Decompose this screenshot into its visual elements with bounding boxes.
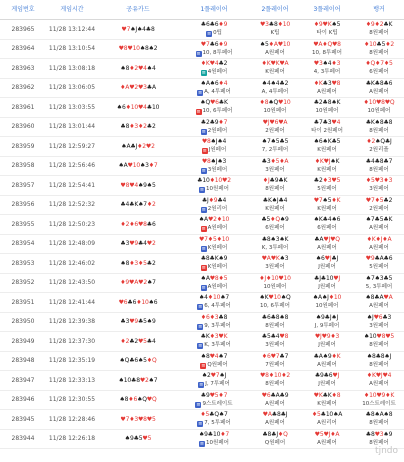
community-cards: ♦A ♥2 ♥3 ♣A xyxy=(120,84,156,92)
game-number: 283959 xyxy=(11,142,35,150)
hand-result: 8원페어 xyxy=(369,342,389,349)
table-row xyxy=(0,137,404,157)
hand-result: 2원페어 xyxy=(369,205,389,212)
player-2-hand: ♦J♣9♣K 8원페어 xyxy=(262,177,288,193)
banker-hand: ♠7♠3♣5 5, 3투페어 xyxy=(365,274,393,290)
player-2-hand: ♦J♦10♥10 10원페어 xyxy=(259,274,291,290)
banker-hand: ♠8♣8♠J 8원페어 xyxy=(366,352,392,368)
player-1-hand: ♣2♣9♦7 ≡ 2원페어 xyxy=(200,118,228,135)
player-1-hand: ♥7♣6♦9 ≡ 10, 8투페어 xyxy=(196,40,233,57)
community-cards: ♠8 ♦2 ♥4 ♠4 xyxy=(120,64,156,72)
table-row xyxy=(0,274,404,294)
banker-hand: ♦5♥3♦3 3원페어 xyxy=(365,177,393,193)
game-time: 11/28 12:50:23 xyxy=(48,220,96,228)
hand-result: 10원페어 xyxy=(206,439,229,446)
banker-hand: ♦10♥8♥Q 10원페어 xyxy=(363,99,395,115)
player-1-hand: ♦5♣Q♠7 ≡ 7, 5투페어 xyxy=(198,411,231,428)
player-2-hand: ♥J♥6♥A 2원페어 xyxy=(262,118,288,134)
game-number: 283961 xyxy=(11,103,35,111)
hand-result: 10원페어 xyxy=(367,108,391,115)
player-3-hand: ♦K♥J♠K K원페어 xyxy=(314,157,340,173)
game-number: 283951 xyxy=(11,298,35,306)
player-3-hand: ♣J♣10♥J J원페어 xyxy=(314,274,340,290)
community-cards: ♠10 ♣8 ♥2 ♠7 xyxy=(118,376,158,384)
watermark: tjndo xyxy=(375,446,398,456)
game-number: 283944 xyxy=(11,435,35,443)
game-time: 11/28 12:28:46 xyxy=(48,415,96,423)
hand-result: K원페어 xyxy=(265,205,285,212)
hand-result: 10, 8투페어 xyxy=(312,49,342,56)
hand-result: 10원페어 xyxy=(263,108,287,115)
result-badge-icon: ≡ xyxy=(196,401,201,408)
player-1-hand: ♣9♥5♦7 ≡ 9스트레이트 xyxy=(196,391,233,408)
hand-result: A원페어 xyxy=(265,420,285,427)
hand-result: 7원페어 xyxy=(265,361,285,368)
hand-result: 2원리플 xyxy=(369,147,389,154)
hand-result: K팁 xyxy=(270,30,280,37)
banker-hand: ♦K♦J♦A A원페어 xyxy=(366,235,392,251)
game-number: 283945 xyxy=(11,415,35,423)
player-2-hand: ♥6♣A♣9 A원페어 xyxy=(261,391,289,407)
game-number: 283964 xyxy=(11,45,35,53)
result-badge-icon: ≡ xyxy=(201,206,206,213)
player-1-hand: ♦6♦3♣8 ≡ 9, 3투페어 xyxy=(198,313,231,330)
game-time: 11/28 13:06:05 xyxy=(48,84,96,92)
table-row xyxy=(0,254,404,274)
community-cards: ♦2 ♣2 ♥5 ♣4 xyxy=(120,337,156,345)
game-number: 283960 xyxy=(11,123,35,131)
banker-hand: ♠J♥6♣3 3원페어 xyxy=(366,313,392,329)
player-3-hand: ♥5♥J♦A A원페어 xyxy=(314,430,340,446)
table-row xyxy=(0,352,404,372)
banker-hand: ♥7♦5♣2 2원페어 xyxy=(365,196,393,212)
community-cards: ♠Q ♣6 ♠5 ♦Q xyxy=(119,357,157,365)
community-cards: ♠6 ♦10 ♥4 ♣10 xyxy=(116,103,160,111)
player-1-hand: ♣J♦9♣4 ≡ 2원리어 xyxy=(201,196,228,213)
player-2-hand: ♠K♥10♠Q 10, 6투페어 xyxy=(259,294,291,310)
table-row xyxy=(0,293,404,313)
community-cards: ♠A ♥10 ♠3 ♦7 xyxy=(118,162,158,170)
game-time: 11/28 13:03:55 xyxy=(48,103,96,111)
player-1-hand: ♣K♦3♥K ≡ K, 3투페어 xyxy=(198,333,231,350)
hand-result: A원페어 xyxy=(317,361,337,368)
hand-result: 6원페어 xyxy=(369,69,389,76)
hand-result: 타이 K팁 xyxy=(316,30,338,37)
banker-hand: ♦2♠Q♣J 2원리플 xyxy=(366,138,392,154)
player-2-hand: ♣6♣8♠8 8원페어 xyxy=(261,313,289,329)
hand-result: 3원페어 xyxy=(265,166,285,173)
hand-result: A원페어 xyxy=(369,244,389,251)
hand-result: A원리어 xyxy=(317,420,337,427)
header-game-time: 게임시간 xyxy=(60,6,84,13)
player-2-hand: ♦K♥K♥A K원페어 xyxy=(261,60,289,76)
player-3-hand: ♠K♣4♠6 6원페어 xyxy=(313,216,341,232)
table-row xyxy=(0,59,404,79)
game-time: 11/28 12:26:18 xyxy=(48,435,96,443)
hand-result: J원페어 xyxy=(318,264,336,271)
game-number: 283952 xyxy=(11,279,35,287)
game-time: 11/28 13:01:44 xyxy=(48,123,96,131)
header-player-1: 1플레이어 xyxy=(200,6,228,13)
hand-result: 8원페어 xyxy=(265,322,285,329)
player-1-hand: ♥8♠J♠4 ≡ J원페어 xyxy=(201,138,227,155)
player-3-hand: ♣9♣6♥J J원페어 xyxy=(314,372,340,388)
community-cards: ♥6 ♣6 ♦10 ♠6 xyxy=(118,298,158,306)
player-1-hand: ♥7♦5♦10 ≡ K원페어 xyxy=(198,235,229,252)
player-1-hand: ♠A♥8♦5 ≡ A원페어 xyxy=(200,274,228,291)
game-number: 283963 xyxy=(11,64,35,72)
result-badge-icon: ≡ xyxy=(198,343,203,350)
hand-result: J원페어 xyxy=(318,342,336,349)
banker-hand: ♦9♦2♣K 8원페어 xyxy=(365,21,393,37)
banker-hand: ♣4♣8♣7 8원페어 xyxy=(365,157,393,173)
game-number: 283962 xyxy=(11,84,35,92)
banker-hand: ♣K♣8♣6 A원페어 xyxy=(365,79,393,95)
banker-hand: ♠8♣A♥A A원페어 xyxy=(365,294,393,310)
player-2-hand: ♥8♦10♦2 8원페어 xyxy=(259,372,290,388)
table-row xyxy=(0,20,404,40)
header-player-2: 2플레이어 xyxy=(261,6,289,13)
table-row xyxy=(0,176,404,196)
game-time: 11/28 12:56:46 xyxy=(48,162,96,170)
player-2-hand: ♠5♦A♥10 A원페어 xyxy=(259,40,291,56)
banker-hand: ♦K♥J♥4 A원페어 xyxy=(366,372,392,388)
player-1-hand: ♠A♠6♦4 ≡ A, 4투페어 xyxy=(198,79,231,96)
result-badge-icon: ≡ xyxy=(196,109,201,116)
hand-result: J, 9투페어 xyxy=(314,322,340,329)
player-3-hand: ♥A♦Q♥8 10, 8투페어 xyxy=(312,40,342,56)
hand-result: 8원페어 xyxy=(369,420,389,427)
community-cards: ♦9 ♥A ♥2 ♠7 xyxy=(120,279,156,287)
banker-hand: ♦10♥9♦K 10스트레이트 xyxy=(362,391,396,407)
game-time: 11/28 12:43:50 xyxy=(48,279,96,287)
hand-result: 8원페어 xyxy=(369,166,389,173)
community-cards: ♥7 ♠J ♠4 ♣8 xyxy=(121,25,155,33)
banker-hand: ♣K♠8♣8 8원페어 xyxy=(365,118,393,134)
game-time: 11/28 13:12:44 xyxy=(48,25,96,33)
game-number: 283958 xyxy=(11,162,35,170)
community-cards: ♥8 ♥4 ♠9 ♠5 xyxy=(120,181,156,189)
result-badge-icon: ≡ xyxy=(206,31,212,38)
result-badge-icon: ≡ xyxy=(201,362,206,369)
table-row xyxy=(0,313,404,333)
hand-result: 3원페어 xyxy=(369,322,389,329)
result-badge-icon: ≡ xyxy=(201,226,206,233)
player-3-hand: ♦9♥K♠5 타이 K팁 xyxy=(313,21,341,37)
banker-hand: ♣8♥3♠9 8원페어 xyxy=(365,430,393,446)
banker-hand: ♦10♣5♦2 8원페어 xyxy=(363,40,394,56)
player-2-hand: ♥3♣8♦10 K팁 xyxy=(259,21,290,37)
hand-result: A원페어 xyxy=(207,225,228,232)
hand-result: 10원페어 xyxy=(315,303,339,310)
player-3-hand: ♦5♣10♠A A원리어 xyxy=(311,411,343,427)
community-cards: ♠A ♣J ♦2 ♥2 xyxy=(121,142,155,150)
player-2-hand: ♣5♦Q♠9 6원페어 xyxy=(261,216,289,232)
community-cards: ♠8 ♦3 ♦5 ♣2 xyxy=(120,259,156,267)
hand-result: A원페어 xyxy=(265,400,285,407)
player-2-hand: ♠4♠4♣2 A, 4투페어 xyxy=(261,79,289,95)
game-time: 11/28 12:54:41 xyxy=(48,181,96,189)
community-cards: ♣4 ♣K ♠7 ♦2 xyxy=(120,201,156,209)
community-cards: ♥8 ♥10 ♠8 ♠2 xyxy=(118,45,158,53)
banker-hand: ♠10♥8♥5 8원페어 xyxy=(363,333,394,349)
player-3-hand: ♥7♠5♦K K원페어 xyxy=(313,196,341,212)
result-badge-icon: ≡ xyxy=(201,167,206,174)
hand-result: K원페어 xyxy=(207,264,228,271)
hand-result: 10스트레이트 xyxy=(362,400,396,407)
hand-result: 10, 8투페어 xyxy=(202,49,233,56)
player-3-hand: ♠6♥J♣J J원페어 xyxy=(315,255,339,271)
header-game-number: 게임번호 xyxy=(11,6,35,13)
game-time: 11/28 12:33:13 xyxy=(48,376,96,384)
hand-result: 8원페어 xyxy=(369,361,389,368)
player-2-hand: ♣8♣J♦Q Q원페어 xyxy=(262,430,288,446)
player-3-hand: ♠9♣J♠J J, 9투페어 xyxy=(314,313,340,329)
hand-result: K, 3투페어 xyxy=(261,244,289,251)
result-badge-icon: ≡ xyxy=(196,50,201,57)
hand-result: 8원페어 xyxy=(369,30,389,37)
result-badge-icon: ≡ xyxy=(198,421,203,428)
player-2-hand: ♣3♦5♦A 3원페어 xyxy=(261,157,289,173)
game-number: 283956 xyxy=(11,201,35,209)
hand-result: K원페어 xyxy=(317,166,337,173)
table-row xyxy=(0,79,404,99)
banker-hand: ♦Q♦7♦5 6원페어 xyxy=(365,60,393,76)
player-3-hand: ♣7♣3♥4 타이 2원페어 xyxy=(311,118,343,134)
player-1-hand: ♠8♥4♠7 ≡ Q원페어 xyxy=(200,352,228,369)
player-2-hand: ♦8♠Q♥10 10원페어 xyxy=(259,99,291,115)
table-header xyxy=(0,0,404,20)
hand-result: A원페어 xyxy=(317,439,337,446)
player-1-hand: ♠4♦10♠7 ≡ 6, 4투페어 xyxy=(198,294,231,311)
hand-result: 3원페어 xyxy=(207,166,228,173)
hand-result: 9스트레이트 xyxy=(202,400,233,407)
hand-result: Q원페어 xyxy=(207,361,228,368)
result-badge-icon: ≡ xyxy=(198,304,203,311)
player-1-hand: ♠9♣10♦7 ≡ 10원페어 xyxy=(198,430,229,447)
hand-result: 9, 3투페어 xyxy=(204,322,231,329)
hand-result: A, 4투페어 xyxy=(204,88,231,95)
player-2-hand: ♠7♠5♣5 7, 2투페어 xyxy=(261,138,289,154)
hand-result: Q원페어 xyxy=(264,439,286,446)
result-badge-icon: ≡ xyxy=(198,89,203,96)
game-time: 11/28 12:46:02 xyxy=(48,259,96,267)
player-3-hand: ♣A♥J♥Q A원페어 xyxy=(314,235,340,251)
result-badge-icon: ≡ xyxy=(201,70,206,77)
game-number: 283965 xyxy=(11,25,35,33)
hand-result: K, 3투페어 xyxy=(204,342,231,349)
player-3-hand: ♠6♠K♣5 K원페어 xyxy=(313,138,341,154)
community-cards: ♣3 ♥9 ♣5 ♠9 xyxy=(120,318,156,326)
hand-result: 6원페어 xyxy=(265,225,285,232)
table-row xyxy=(0,332,404,352)
game-number: 283950 xyxy=(11,318,35,326)
table-row xyxy=(0,235,404,255)
game-time: 11/28 12:37:30 xyxy=(48,337,96,345)
hand-result: K원페어 xyxy=(317,147,337,154)
banker-hand: ♠7♣5♣K A원페어 xyxy=(365,216,393,232)
hand-result: A원페어 xyxy=(369,225,389,232)
player-1-hand: ♠2♥7♠J ≡ J, 7투페어 xyxy=(199,372,230,389)
game-time: 11/28 12:41:44 xyxy=(48,298,96,306)
game-number: 283955 xyxy=(11,220,35,228)
hand-result: 2원리어 xyxy=(207,205,228,212)
player-2-hand: ♥A♣8♣J A원페어 xyxy=(262,411,288,427)
header-community-cards: 공유카드 xyxy=(126,6,150,13)
player-2-hand: ♣K♠J♣4 K원페어 xyxy=(262,196,288,212)
game-number: 283946 xyxy=(11,396,35,404)
player-2-hand: ♣5♣4♥8 3원페어 xyxy=(261,333,289,349)
hand-result: 10원페어 xyxy=(263,283,287,290)
game-number: 283947 xyxy=(11,376,35,384)
player-2-hand: ♥A♥K♠3 3원페어 xyxy=(261,255,289,271)
result-badge-icon: ≡ xyxy=(201,265,206,272)
player-3-hand: ♥J♥9♦3 J원페어 xyxy=(314,333,340,349)
player-1-hand: ♠Q♥6♣K ≡ 10, 6투페어 xyxy=(196,99,233,116)
community-cards: ♥7 ♦3 ♥8 ♥5 xyxy=(120,415,156,423)
player-3-hand: ♥K♣K♦8 K원페어 xyxy=(313,391,341,407)
game-number: 283948 xyxy=(11,357,35,365)
table-row xyxy=(0,215,404,235)
hand-result: A원페어 xyxy=(317,88,337,95)
table-row xyxy=(0,410,404,430)
hand-result: 7, 5투페어 xyxy=(204,420,231,427)
result-badge-icon: ≡ xyxy=(198,323,203,330)
hand-result: 5원페어 xyxy=(317,186,337,193)
hand-result: 8원페어 xyxy=(265,186,285,193)
hand-result: 8원페어 xyxy=(369,49,389,56)
player-3-hand: ♣A♠9♦K A원페어 xyxy=(313,352,341,368)
player-3-hand: ♦K♣3♥8 A원페어 xyxy=(313,79,341,95)
hand-result: J, 7투페어 xyxy=(205,381,230,388)
player-1-hand: ♦K♥4♣2 ≡ 4원페어 xyxy=(200,60,228,77)
hand-result: 3원페어 xyxy=(265,342,285,349)
hand-result: 7, 2투페어 xyxy=(261,147,289,154)
hand-result: K원페어 xyxy=(317,400,337,407)
hand-result: 5, 3투페어 xyxy=(365,283,393,290)
header-player-3: 3플레이어 xyxy=(313,6,341,13)
game-time: 11/28 12:52:32 xyxy=(48,201,96,209)
hand-result: K원페어 xyxy=(317,205,337,212)
game-number: 283954 xyxy=(11,240,35,248)
hand-result: J원페어 xyxy=(208,147,227,154)
table-row xyxy=(0,118,404,138)
community-cards: ♠9 ♣5 ♥5 xyxy=(124,435,152,443)
hand-result: 2원페어 xyxy=(265,127,285,134)
player-1-hand: ♣10♦10♥2 ≡ 10원페어 xyxy=(197,177,231,194)
hand-result: 10원페어 xyxy=(206,186,229,193)
game-time: 11/28 12:35:19 xyxy=(48,357,96,365)
game-number: 283957 xyxy=(11,181,35,189)
hand-result: J원페어 xyxy=(318,381,336,388)
game-time: 11/28 12:59:27 xyxy=(48,142,96,150)
player-2-hand: ♦6♥7♣7 7원페어 xyxy=(261,352,289,368)
hand-result: A원페어 xyxy=(317,244,337,251)
community-cards: ♠8 ♦6 ♠Q ♥Q xyxy=(119,396,157,404)
player-1-hand: ♣6♣6♦9 ≡ 0팁 xyxy=(200,21,228,38)
header-banker: 뱅커 xyxy=(373,6,385,13)
hand-result: 4, 3투페어 xyxy=(313,69,341,76)
game-number: 283949 xyxy=(11,337,35,345)
hand-result: A원페어 xyxy=(369,303,389,310)
banker-hand: ♥9♣A♣6 5원페어 xyxy=(365,255,393,271)
table-row xyxy=(0,371,404,391)
hand-result: 6원페어 xyxy=(317,225,337,232)
hand-result: 10원페어 xyxy=(315,108,339,115)
result-badge-icon: ≡ xyxy=(199,440,205,447)
player-1-hand: ♣8♣K♠9 ≡ K원페어 xyxy=(200,255,228,272)
hand-result: A원페어 xyxy=(369,88,389,95)
hand-result: 0팁 xyxy=(213,30,222,37)
player-2-hand: ♣8♠3♠K K, 3투페어 xyxy=(261,235,289,251)
community-cards: ♦2 ♦6 ♥8 ♣6 xyxy=(120,220,156,228)
hand-result: 5원페어 xyxy=(369,264,389,271)
result-badge-icon: ≡ xyxy=(201,284,206,291)
player-3-hand: ♣2♣8♠K 10원페어 xyxy=(313,99,341,115)
hand-result: A원페어 xyxy=(369,381,389,388)
community-cards: ♣8 ♦3 ♦2 ♣2 xyxy=(120,123,156,131)
result-badge-icon: ≡ xyxy=(199,382,204,389)
hand-result: K원페어 xyxy=(207,244,228,251)
result-badge-icon: ≡ xyxy=(201,128,206,135)
result-badge-icon: ≡ xyxy=(202,148,207,155)
result-badge-icon: ≡ xyxy=(201,245,206,252)
game-time: 11/28 12:30:55 xyxy=(48,396,96,404)
community-cards: ♣3 ♥9 ♣4 ♥2 xyxy=(120,240,156,248)
table-row xyxy=(0,430,404,450)
player-3-hand: ♠A♠J♦10 10원페어 xyxy=(312,294,342,310)
player-3-hand: ♥3♠4♦3 4, 3투페어 xyxy=(313,60,341,76)
hand-result: K원페어 xyxy=(265,69,285,76)
hand-result: 10, 6투페어 xyxy=(260,303,290,310)
hand-result: 6, 4투페어 xyxy=(204,303,231,310)
hand-result: 3원페어 xyxy=(265,264,285,271)
hand-result: 4원페어 xyxy=(207,69,228,76)
table-row xyxy=(0,391,404,411)
hand-result: 타이 2원페어 xyxy=(311,127,343,134)
hand-result: 8원페어 xyxy=(369,439,389,446)
hand-result: 3원페어 xyxy=(369,186,389,193)
game-number: 283953 xyxy=(11,259,35,267)
hand-result: 8원페어 xyxy=(369,127,389,134)
banker-hand: ♣8♠A♠8 8원페어 xyxy=(365,411,393,427)
player-3-hand: ♣2♦3♥5 5원페어 xyxy=(313,177,341,193)
hand-result: 8원페어 xyxy=(265,381,285,388)
hand-result: 2원페어 xyxy=(207,127,228,134)
hand-result: A, 4투페어 xyxy=(261,88,289,95)
game-time: 11/28 13:08:18 xyxy=(48,64,96,72)
table-row xyxy=(0,196,404,216)
table-row xyxy=(0,157,404,177)
table-row xyxy=(0,98,404,118)
hand-result: J원페어 xyxy=(318,283,336,290)
hand-result: 10, 6투페어 xyxy=(202,108,233,115)
table-row xyxy=(0,40,404,60)
result-badge-icon: ≡ xyxy=(199,187,205,194)
game-time: 11/28 12:39:38 xyxy=(48,318,96,326)
hand-result: A원페어 xyxy=(207,283,228,290)
game-time: 11/28 12:48:09 xyxy=(48,240,96,248)
hand-result: A원페어 xyxy=(265,49,285,56)
game-time: 11/28 13:10:54 xyxy=(48,45,96,53)
player-1-hand: ♠A♥2♦10 ≡ A원페어 xyxy=(198,216,230,233)
player-1-hand: ♥8♠J♠3 ≡ 3원페어 xyxy=(201,157,228,174)
